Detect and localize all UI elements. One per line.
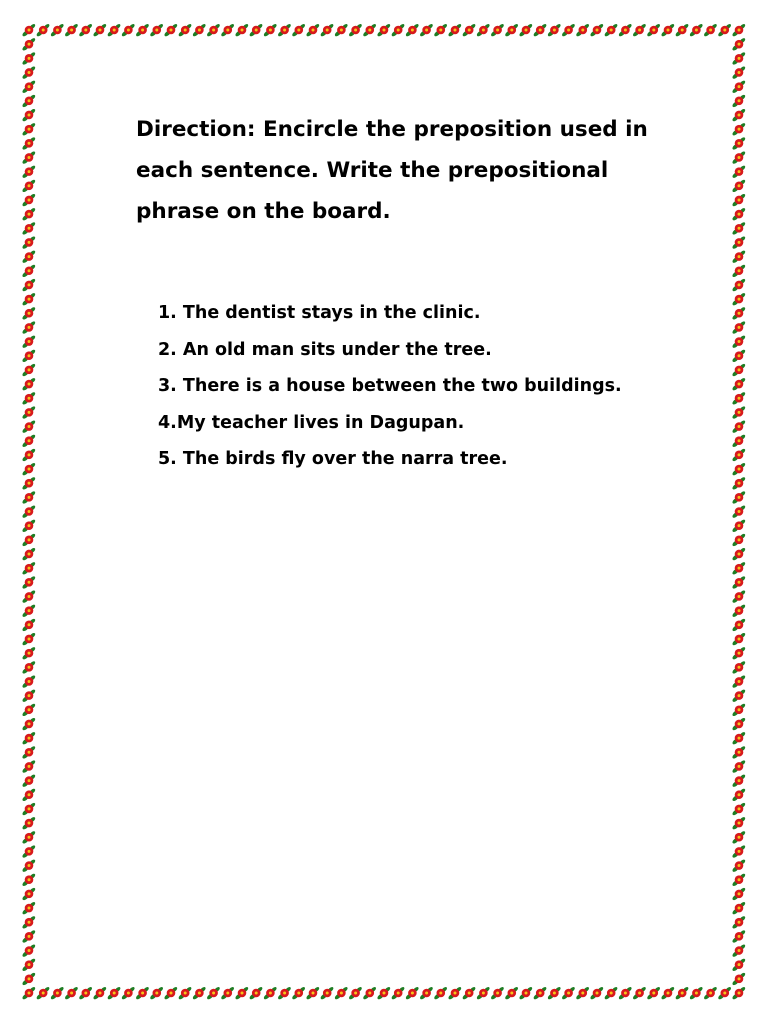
sentence-item: 3. There is a house between the two buildings. xyxy=(158,376,622,396)
flower-icon xyxy=(234,23,249,37)
flower-icon xyxy=(21,590,36,604)
flower-icon xyxy=(632,23,647,37)
flower-icon xyxy=(21,533,36,547)
flower-icon xyxy=(675,23,690,37)
flower-icon xyxy=(731,901,746,915)
flower-icon xyxy=(21,66,36,80)
flower-icon xyxy=(376,986,391,1000)
flower-icon xyxy=(21,193,36,207)
flower-icon xyxy=(547,986,562,1000)
flower-icon xyxy=(21,519,36,533)
flower-icon xyxy=(21,23,36,37)
flower-icon xyxy=(234,986,249,1000)
flower-icon xyxy=(575,986,590,1000)
flower-icon xyxy=(731,363,746,377)
flower-icon xyxy=(21,873,36,887)
flower-icon xyxy=(376,23,391,37)
flower-icon xyxy=(731,66,746,80)
flower-icon xyxy=(391,986,406,1000)
flower-icon xyxy=(21,306,36,320)
flower-icon xyxy=(433,986,448,1000)
flower-icon xyxy=(518,986,533,1000)
flower-icon xyxy=(21,420,36,434)
flower-icon xyxy=(731,476,746,490)
flower-icon xyxy=(21,108,36,122)
flower-icon xyxy=(632,986,647,1000)
flower-icon xyxy=(206,23,221,37)
flower-icon xyxy=(291,23,306,37)
flower-icon xyxy=(178,23,193,37)
flower-icon xyxy=(21,434,36,448)
flower-icon xyxy=(163,986,178,1000)
flower-icon xyxy=(362,23,377,37)
sentence-item: 2. An old man sits under the tree. xyxy=(158,339,492,360)
flower-icon xyxy=(21,717,36,731)
flower-icon xyxy=(731,349,746,363)
flower-icon xyxy=(163,23,178,37)
flower-icon xyxy=(731,533,746,547)
flower-icon xyxy=(21,51,36,65)
flower-icon xyxy=(21,179,36,193)
flower-icon xyxy=(731,632,746,646)
flower-icon xyxy=(320,23,335,37)
flower-icon xyxy=(731,745,746,759)
flower-icon xyxy=(21,391,36,405)
flower-icon xyxy=(604,23,619,37)
flower-icon xyxy=(21,575,36,589)
flower-icon xyxy=(249,23,264,37)
flower-icon xyxy=(21,94,36,108)
flower-icon xyxy=(731,377,746,391)
flower-icon xyxy=(36,986,51,1000)
flower-icon xyxy=(561,986,576,1000)
flower-icon xyxy=(21,929,36,943)
flower-icon xyxy=(660,23,675,37)
flower-icon xyxy=(731,165,746,179)
flower-icon xyxy=(618,23,633,37)
flower-icon xyxy=(78,986,93,1000)
flower-icon xyxy=(334,986,349,1000)
flower-icon xyxy=(21,80,36,94)
flower-icon xyxy=(703,23,718,37)
flower-icon xyxy=(533,23,548,37)
flower-icon xyxy=(21,207,36,221)
flower-icon xyxy=(731,689,746,703)
flower-icon xyxy=(21,604,36,618)
flower-icon xyxy=(589,23,604,37)
flower-icon xyxy=(178,986,193,1000)
flower-icon xyxy=(21,136,36,150)
flower-icon xyxy=(646,23,661,37)
flower-icon xyxy=(518,23,533,37)
flower-icon xyxy=(21,632,36,646)
flower-icon xyxy=(731,561,746,575)
flower-icon xyxy=(731,972,746,986)
flower-icon xyxy=(107,986,122,1000)
flower-icon xyxy=(21,505,36,519)
flower-icon xyxy=(533,986,548,1000)
flower-icon xyxy=(21,901,36,915)
flower-icon xyxy=(305,23,320,37)
flower-icon xyxy=(277,986,292,1000)
flower-icon xyxy=(21,887,36,901)
flower-icon xyxy=(490,986,505,1000)
flower-icon xyxy=(21,448,36,462)
flower-icon xyxy=(263,986,278,1000)
flower-icon xyxy=(731,136,746,150)
flower-icon xyxy=(660,986,675,1000)
flower-icon xyxy=(21,703,36,717)
flower-icon xyxy=(675,986,690,1000)
flower-icon xyxy=(731,519,746,533)
flower-icon xyxy=(547,23,562,37)
flower-icon xyxy=(21,859,36,873)
flower-icon xyxy=(419,986,434,1000)
flower-icon xyxy=(50,23,65,37)
flower-icon xyxy=(447,986,462,1000)
flower-icon xyxy=(149,986,164,1000)
flower-icon xyxy=(21,405,36,419)
flower-icon xyxy=(21,646,36,660)
flower-icon xyxy=(731,958,746,972)
flower-icon xyxy=(277,23,292,37)
flower-icon xyxy=(731,717,746,731)
flower-icon xyxy=(21,278,36,292)
flower-icon xyxy=(206,986,221,1000)
flower-icon xyxy=(21,788,36,802)
flower-icon xyxy=(731,306,746,320)
flower-icon xyxy=(348,986,363,1000)
flower-icon xyxy=(21,660,36,674)
flower-icon xyxy=(192,986,207,1000)
flower-icon xyxy=(21,802,36,816)
direction-text: Direction: Encircle the preposition used in each sentence. Write the prepositional phrase on the board. xyxy=(136,117,648,224)
flower-icon xyxy=(21,972,36,986)
flower-icon xyxy=(717,23,732,37)
flower-icon xyxy=(731,335,746,349)
flower-icon xyxy=(21,830,36,844)
flower-icon xyxy=(731,250,746,264)
flower-icon xyxy=(21,731,36,745)
flower-icon xyxy=(731,788,746,802)
flower-icon xyxy=(731,420,746,434)
flower-icon xyxy=(21,250,36,264)
flower-icon xyxy=(731,759,746,773)
flower-icon xyxy=(731,859,746,873)
flower-icon xyxy=(334,23,349,37)
flower-icon xyxy=(21,618,36,632)
flower-icon xyxy=(731,675,746,689)
flower-icon xyxy=(21,944,36,958)
flower-icon xyxy=(731,122,746,136)
flower-icon xyxy=(604,986,619,1000)
flower-icon xyxy=(561,23,576,37)
flower-icon xyxy=(36,23,51,37)
flower-icon xyxy=(731,590,746,604)
flower-icon xyxy=(731,575,746,589)
flower-icon xyxy=(731,108,746,122)
flower-icon xyxy=(21,689,36,703)
flower-icon xyxy=(731,94,746,108)
flower-icon xyxy=(731,151,746,165)
flower-icon xyxy=(504,23,519,37)
flower-icon xyxy=(135,986,150,1000)
flower-icon xyxy=(646,986,661,1000)
flower-icon xyxy=(731,292,746,306)
flower-icon xyxy=(490,23,505,37)
flower-icon xyxy=(731,193,746,207)
flower-icon xyxy=(618,986,633,1000)
flower-icon xyxy=(92,986,107,1000)
flower-icon xyxy=(121,986,136,1000)
flower-icon xyxy=(21,377,36,391)
flower-icon xyxy=(21,915,36,929)
flower-icon xyxy=(589,986,604,1000)
flower-icon xyxy=(391,23,406,37)
flower-icon xyxy=(21,292,36,306)
flower-icon xyxy=(362,986,377,1000)
flower-icon xyxy=(731,207,746,221)
flower-icon xyxy=(50,986,65,1000)
flower-icon xyxy=(462,986,477,1000)
flower-icon xyxy=(21,264,36,278)
flower-icon xyxy=(731,703,746,717)
flower-icon xyxy=(21,844,36,858)
flower-icon xyxy=(731,774,746,788)
flower-icon xyxy=(305,986,320,1000)
flower-icon xyxy=(121,23,136,37)
flower-icon xyxy=(731,929,746,943)
flower-icon xyxy=(291,986,306,1000)
flower-icon xyxy=(731,462,746,476)
flower-icon xyxy=(21,675,36,689)
flower-icon xyxy=(21,363,36,377)
flower-icon xyxy=(447,23,462,37)
flower-icon xyxy=(220,23,235,37)
flower-icon xyxy=(731,816,746,830)
flower-icon xyxy=(476,23,491,37)
flower-icon xyxy=(21,745,36,759)
flower-icon xyxy=(64,23,79,37)
flower-icon xyxy=(731,944,746,958)
flower-icon xyxy=(731,660,746,674)
flower-icon xyxy=(731,264,746,278)
sentence-list xyxy=(158,295,688,478)
flower-icon xyxy=(731,51,746,65)
flower-icon xyxy=(21,986,36,1000)
sentence-item: 5. The birds fly over the narra tree. xyxy=(158,449,508,469)
flower-icon xyxy=(192,23,207,37)
flower-icon xyxy=(21,490,36,504)
flower-icon xyxy=(419,23,434,37)
flower-icon xyxy=(21,476,36,490)
flower-icon xyxy=(263,23,278,37)
flower-icon xyxy=(731,873,746,887)
flower-icon xyxy=(249,986,264,1000)
flower-icon xyxy=(731,604,746,618)
flower-icon xyxy=(731,405,746,419)
flower-icon xyxy=(731,80,746,94)
flower-icon xyxy=(21,320,36,334)
flower-icon xyxy=(348,23,363,37)
flower-icon xyxy=(433,23,448,37)
flower-icon xyxy=(21,221,36,235)
flower-icon xyxy=(731,618,746,632)
flower-icon xyxy=(21,37,36,51)
flower-icon xyxy=(21,759,36,773)
flower-icon xyxy=(731,490,746,504)
flower-icon xyxy=(135,23,150,37)
flower-icon xyxy=(731,235,746,249)
flower-icon xyxy=(731,434,746,448)
flower-icon xyxy=(21,816,36,830)
flower-icon xyxy=(21,335,36,349)
flower-icon xyxy=(21,151,36,165)
flower-icon xyxy=(703,986,718,1000)
flower-icon xyxy=(731,37,746,51)
flower-icon xyxy=(21,349,36,363)
flower-icon xyxy=(149,23,164,37)
flower-icon xyxy=(731,391,746,405)
flower-icon xyxy=(504,986,519,1000)
flower-icon xyxy=(320,986,335,1000)
flower-icon xyxy=(731,221,746,235)
flower-icon xyxy=(405,23,420,37)
flower-icon xyxy=(92,23,107,37)
flower-icon xyxy=(21,462,36,476)
flower-icon xyxy=(731,547,746,561)
flower-icon xyxy=(731,505,746,519)
flower-icon xyxy=(731,986,746,1000)
flower-icon xyxy=(405,986,420,1000)
flower-icon xyxy=(21,561,36,575)
flower-icon xyxy=(731,731,746,745)
flower-icon xyxy=(731,179,746,193)
flower-icon xyxy=(731,448,746,462)
flower-icon xyxy=(21,774,36,788)
flower-icon xyxy=(689,23,704,37)
flower-icon xyxy=(717,986,732,1000)
flower-icon xyxy=(21,235,36,249)
flower-icon xyxy=(731,320,746,334)
flower-icon xyxy=(220,986,235,1000)
flower-icon xyxy=(731,887,746,901)
flower-icon xyxy=(731,830,746,844)
flower-icon xyxy=(731,915,746,929)
flower-icon xyxy=(575,23,590,37)
flower-icon xyxy=(731,844,746,858)
flower-icon xyxy=(731,278,746,292)
flower-icon xyxy=(21,165,36,179)
flower-icon xyxy=(78,23,93,37)
flower-icon xyxy=(462,23,477,37)
flower-icon xyxy=(731,802,746,816)
flower-icon xyxy=(21,122,36,136)
flower-icon xyxy=(476,986,491,1000)
flower-icon xyxy=(21,547,36,561)
flower-icon xyxy=(107,23,122,37)
sentence-item: 1. The dentist stays in the clinic. xyxy=(158,303,481,323)
flower-icon xyxy=(731,23,746,37)
flower-icon xyxy=(731,646,746,660)
flower-icon xyxy=(21,958,36,972)
flower-icon xyxy=(689,986,704,1000)
flower-icon xyxy=(64,986,79,1000)
sentence-item: 4.My teacher lives in Dagupan. xyxy=(158,412,465,433)
